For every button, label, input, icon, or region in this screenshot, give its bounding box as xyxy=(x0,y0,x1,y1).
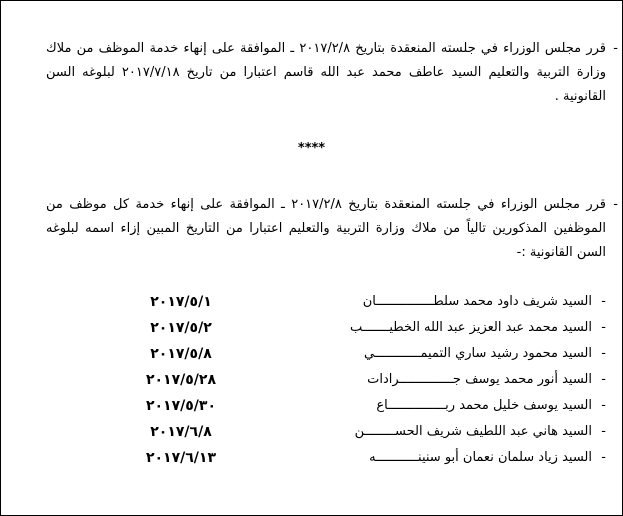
list-dash: - xyxy=(601,320,606,335)
employee-name: السيد شريف داود محمد سلطـــــــــــــــان xyxy=(362,294,592,309)
list-item xyxy=(86,289,606,315)
section-separator: **** xyxy=(297,141,326,156)
list-dash: - xyxy=(601,398,606,413)
employee-name: السيد أنور محمد يوسف جــــــــــــــرادات xyxy=(367,372,592,387)
paragraph-bullet: - xyxy=(613,41,618,56)
list-item xyxy=(86,341,606,367)
list-item xyxy=(86,367,606,393)
list-dash: - xyxy=(601,424,606,439)
retirement-date: ٢٠١٧/٦/٨ xyxy=(150,424,212,440)
list-dash: - xyxy=(601,450,606,465)
employee-name: السيد هاني عبد اللطيف شريف الحســــــــن xyxy=(354,424,592,439)
list-dash: - xyxy=(601,294,606,309)
list-dash: - xyxy=(601,372,606,387)
retirement-date: ٢٠١٧/٥/٢٨ xyxy=(145,372,217,388)
list-item xyxy=(86,445,606,471)
decision-paragraph-1 xyxy=(46,37,618,109)
decision-text: قرر مجلس الوزراء في جلسته المنعقدة بتاريخ ٢٠١٧/٢/٨ ـ الموافقة على إنهاء خدمة كل موظف من الموظفين المذكورين تالياً من ملاك وزارة التربية والتعليم اعتبارا من التاريخ المبين إزاء اسمه لبلوغه السن القانونية :- xyxy=(46,197,607,260)
list-item xyxy=(86,393,606,419)
list-dash: - xyxy=(601,346,606,361)
employee-name: السيد محمد عبد العزيز عبد الله الخطيـــــــب xyxy=(349,320,592,335)
decision-text: قرر مجلس الوزراء في جلسته المنعقدة بتاريخ ٢٠١٧/٢/٨ ـ الموافقة على إنهاء خدمة الموظف من ملاك وزارة التربية والتعليم السيد عاطف محمد عبد الله قاسم اعتبارا من تاريخ ٢٠١٧/٧/١٨ لبلوغه السن القانونية . xyxy=(46,41,606,104)
retirement-date: ٢٠١٧/٥/٣٠ xyxy=(145,398,217,414)
list-item xyxy=(86,315,606,341)
employee-list xyxy=(86,289,606,471)
paragraph-bullet: - xyxy=(613,197,618,212)
employee-name: السيد يوسف خليل محمد ربـــــــــــــــاع xyxy=(376,398,592,413)
retirement-date: ٢٠١٧/٥/١ xyxy=(150,294,212,310)
retirement-date: ٢٠١٧/٥/٢ xyxy=(150,320,212,336)
decision-paragraph-2 xyxy=(46,193,618,265)
retirement-date: ٢٠١٧/٥/٨ xyxy=(150,346,212,362)
employee-name: السيد محمود رشيد ساري التميمــــــــــــي xyxy=(363,346,592,361)
retirement-date: ٢٠١٧/٦/١٣ xyxy=(145,450,217,466)
employee-name: السيد زياد سلمان نعمان أبو سنينـــــــــــه xyxy=(369,450,592,465)
list-item xyxy=(86,419,606,445)
